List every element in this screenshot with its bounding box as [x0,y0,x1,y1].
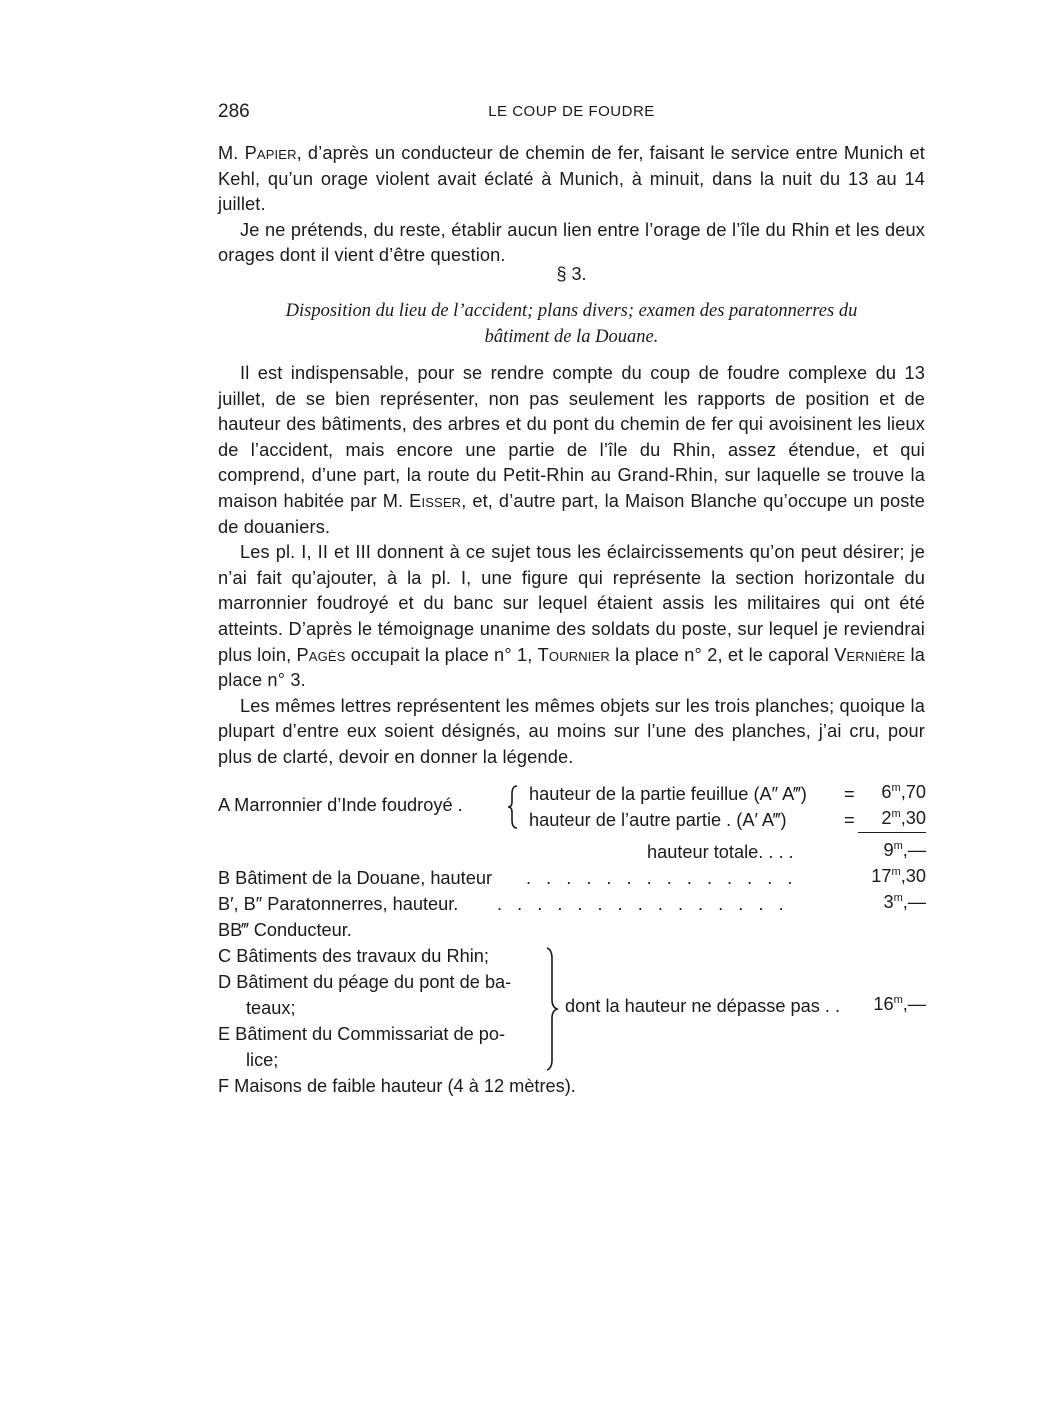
paragraph-orages: Je ne prétends, du reste, établir aucun lien entre l’orage de l’île du Rhin et les deux orages dont il vient d’être question. [218,219,925,266]
name-verniere: Vernière [834,644,906,665]
name-pages: Pagès [296,644,346,665]
paragraph-legende: Les mêmes lettres représentent les mêmes objets sur les trois planches; quoique la plupart d’entre eux soient désignés, au moins sur l’une des planches, j’ai cru, pour plus de clarté, devoir en donner la légende. [218,695,925,767]
section-heading-line-2: bâtiment de la Douane. [484,327,659,347]
legend-a-line-1: hauteur de la partie feuillue (A″ A‴) [529,784,807,804]
legend-bbb-label: BB‴ Conducteur. [218,920,352,940]
legend-e-label-1: E Bâtiment du Commissariat de po- [218,1024,506,1044]
legend-c-label: C Bâtiments des travaux du Rhin; [218,946,489,966]
legend-bb-label: B′, B″ Paratonnerres, hauteur. [218,894,459,914]
legend-e-label-2: lice; [246,1050,279,1070]
legend-total-value: 9$^m$,— [883,839,926,860]
legend-bb-leader: . . . . . . . . . . . . . . . [497,894,789,914]
legend-d-label-2: teaux; [246,998,296,1018]
sum-rule [858,832,926,833]
paragraph-planches: Les pl. I, II et III donnent à ce sujet tous les éclaircissements qu’on peut désirer; je n’ai fait qu’ajouter, à la pl. I, une figure qui représente la section horizontale du marronnier foudroyé et du banc sur lequel étaient assis les militaires qui ont été atteints. D’après le témoignage unanime des soldats du poste, sur lequel je reviendrai plus loin, Pagès occupait la place n° 1, Tournier la place n° 2, et le caporal Vernière la place n° 3. [218,542,925,691]
legend-cde-value: 16$^m$,— [873,993,926,1014]
section-heading [218,298,925,350]
body-text [218,361,925,771]
legend-f-label: F Maisons de faible hauteur (4 à 12 mètres). [218,1076,576,1096]
running-title: LE COUP DE FOUDRE [488,103,655,120]
running-header [218,101,925,127]
paragraph-papier: M. Papier, d’après un conducteur de chemin de fer, faisant le service entre Munich et Kehl, qu’un orage violent avait éclaté à Munich, à minuit, dans la nuit du 13 au 14 juillet. [218,143,925,215]
legend-b-label: B Bâtiment de la Douane, hauteur [218,868,493,888]
legend-d-label-1: D Bâtiment du péage du pont de ba- [218,972,512,992]
intro-text [218,141,925,269]
legend-a-value-1: 6$^m$,70 [881,781,926,802]
name-papier: Papier [244,143,297,163]
legend-a-eq-1: = [844,784,855,804]
brace-cde-icon [544,944,560,1074]
legend-b-value: 17$^m$,30 [871,865,926,886]
paragraph-disposition: Il est indispensable, pour se rendre compte du coup de foudre complexe du 13 juillet, de se bien représenter, non pas seulement les rapports de position et de hauteur des bâtiments, des arbres et du pont du chemin de fer qui avoisinent les lieux de l’accident, mais encore une partie de l’île du Rhin, assez étendue, et qui comprend, d’une part, la route du Petit-Rhin au Grand-Rhin, sur laquelle se trouve la maison habitée par M. Eisser, et, d’autre part, la Maison Blanche qu’occupe un poste de douaniers. [218,363,925,537]
section-number: § 3. [556,264,587,284]
legend-a-line-2: hauteur de l’autre partie . (A′ A‴) [529,810,787,830]
legend-bb-value: 3$^m$,— [883,891,926,912]
section-heading-line-1: Disposition du lieu de l’accident; plans divers; examen des paratonnerres du [285,301,858,321]
legend-cde-note: dont la hauteur ne dépasse pas . . [565,996,841,1016]
legend-b-leader: . . . . . . . . . . . . . . [526,868,798,888]
legend-total-label: hauteur totale. . . . [647,842,794,862]
legend-a-eq-2: = [844,810,855,830]
name-tournier: Tournier [537,644,610,665]
brace-a-icon [507,782,521,832]
legend-a-value-2: 2$^m$,30 [881,807,926,828]
page-number: 286 [218,101,250,122]
name-eisser: Eisser [409,490,462,511]
legend-a-label: A Marronnier d’Inde foudroyé . [218,795,463,815]
